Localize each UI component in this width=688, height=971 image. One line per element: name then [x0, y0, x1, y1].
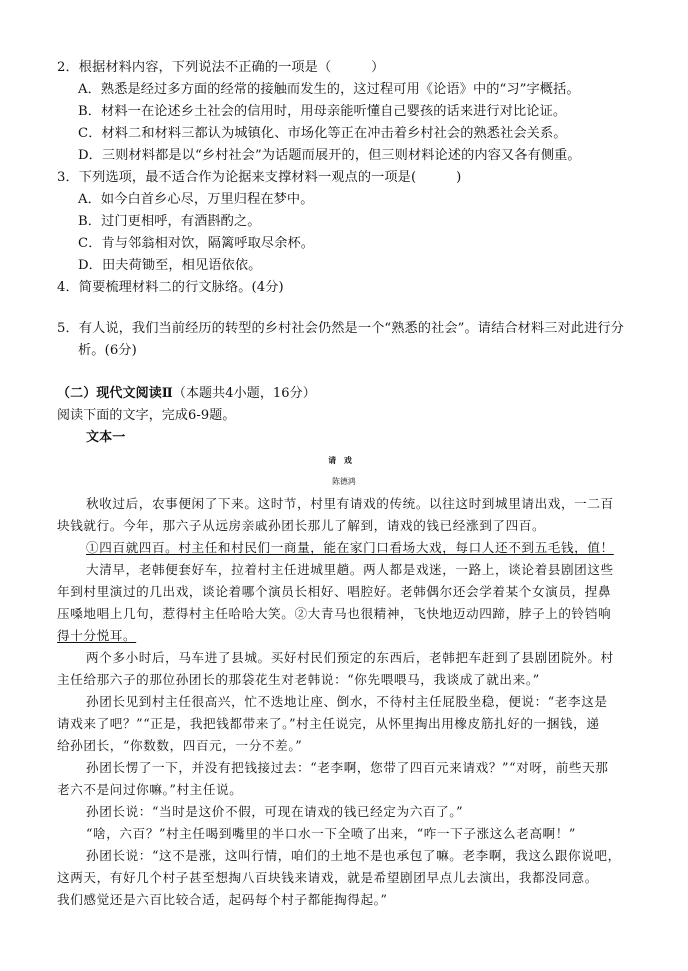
story-line: 年到村里演过的几出戏，谈论着哪个演员长相好、唱腔好。老韩偶尔还会学着某个女演员，捏鼻 — [57, 584, 612, 599]
story-line: 两个多小时后，马车进了县城。买好村民们预定的东西后，老韩把车赶到了县剧团院外。村 — [86, 650, 614, 665]
story-line: 我们感觉还是六百比较合适，起码每个村子都能掏得起。” — [57, 892, 388, 907]
story-line: 孙团长见到村主任很高兴，忙不迭地让座、倒水，不待村主任屁股坐稳，便说：“老李这是 — [86, 694, 608, 709]
story-line: 大清早，老韩便套好车，拉着村主任进城里趟。两人都是戏迷，一路上，谈论着县剧团这些 — [86, 562, 614, 577]
story-line: 请戏来了吧？”“正是，我把钱都带来了。”村主任说完，从怀里掏出用橡皮筋扎好的一捆钱，递 — [57, 716, 600, 731]
story-line: 孙团长说：“这不是涨，这叫行情，咱们的土地不是也承包了嘛。老李啊，我这么跟你说吧， — [86, 848, 621, 863]
question-5-line-2: 析。(6分) — [78, 343, 137, 358]
story-line: 主任给那六子的那位孙团长的那袋花生对老韩说：“你先喂喂马，我谈成了就出来。” — [57, 672, 540, 687]
story-line: 这两天，有好几个村子甚至想掏八百块钱来请戏，就是希望剧团早点儿去演出，我都没同意。 — [57, 870, 598, 885]
question-3-option-a: A．如今白首乡心尽，万里归程在梦中。 — [78, 192, 314, 207]
story-line: 压嗓地唱上几句，惹得村主任哈哈大笑。②大青马也很精神，飞快地迈动四蹄，脖子上的铃铛响 — [57, 606, 612, 621]
text-label: 文本一 — [86, 430, 126, 445]
question-2-option-d: D．三则材料都是以“乡村社会”为话题而展开的，但三则材料论述的内容又各有侧重。 — [78, 148, 581, 163]
question-2-option-a: A．熟悉是经过多方面的经常的接触而发生的，这过程可用《论语》中的“习”字概括。 — [78, 82, 580, 97]
question-2-option-c: C．材料二和材料三都认为城镇化、市场化等正在冲击着乡村社会的熟悉社会关系。 — [78, 126, 567, 141]
question-4: 4．简要梳理材料二的行文脉络。(4分) — [57, 280, 284, 295]
story-line: 给孙团长，“你数数，四百元，一分不差。” — [57, 738, 303, 753]
question-3-stem: 3．下列选项，最不适合作为论据来支撑材料一观点的一项是( ) — [57, 170, 462, 185]
question-2-option-b: B．材料一在论述乡土社会的信用时，用母亲能听懂自己婴孩的话来进行对比论证。 — [78, 104, 567, 119]
question-3-option-d: D．田夫荷锄至，相见语依依。 — [78, 258, 262, 273]
section-heading — [57, 385, 316, 403]
question-3-option-b: B．过门更相呼，有酒斟酌之。 — [78, 214, 261, 229]
story-line: 块钱就行。今年，那六子从远房亲戚孙团长那儿了解到，请戏的钱已经涨到了四百。 — [57, 518, 546, 533]
story-line: 秋收过后，农事便闲了下来。这时节，村里有请戏的传统。以往这时到城里请出戏，一二百 — [86, 496, 614, 511]
story-title: 请戏 — [328, 456, 360, 465]
story-line-underlined: ①四百就四百。村主任和村民们一商量，能在家门口看场大戏，每口人还不到五毛钱，值！ — [86, 540, 614, 555]
story-line: 孙团长愣了一下，并没有把钱接过去：“老李啊，您带了四百元来请戏？”“对呀，前些天那 — [86, 760, 609, 775]
section-heading-bold: （二）现代文阅读Ⅱ — [57, 386, 173, 401]
story-line: 孙团长说：“当时是这价不假，可现在请戏的钱已经定为六百了。” — [86, 804, 464, 819]
question-5-line-1: 5．有人说，我们当前经历的转型的乡村社会仍然是一个“熟悉的社会”。请结合材料三对此进行分 — [57, 321, 624, 336]
section-heading-rest: （本题共4小题，16分） — [172, 386, 316, 401]
question-2-stem: 2．根据材料内容，下列说法不正确的一项是（ ） — [57, 60, 385, 75]
story-line: 老六不是问过你嘛。”村主任说。 — [57, 782, 243, 797]
story-line-underlined: 得十分悦耳。 — [57, 628, 137, 643]
story-line: “啥，六百？”村主任喝到嘴里的半口水一下全喷了出来，“咋一下子涨这么老高啊！” — [86, 826, 576, 841]
section-instruction: 阅读下面的文字，完成6-9题。 — [57, 408, 236, 423]
story-author: 陈德鸿 — [332, 477, 356, 486]
question-3-option-c: C．肯与邻翁相对饮，隔篱呼取尽余杯。 — [78, 236, 315, 251]
